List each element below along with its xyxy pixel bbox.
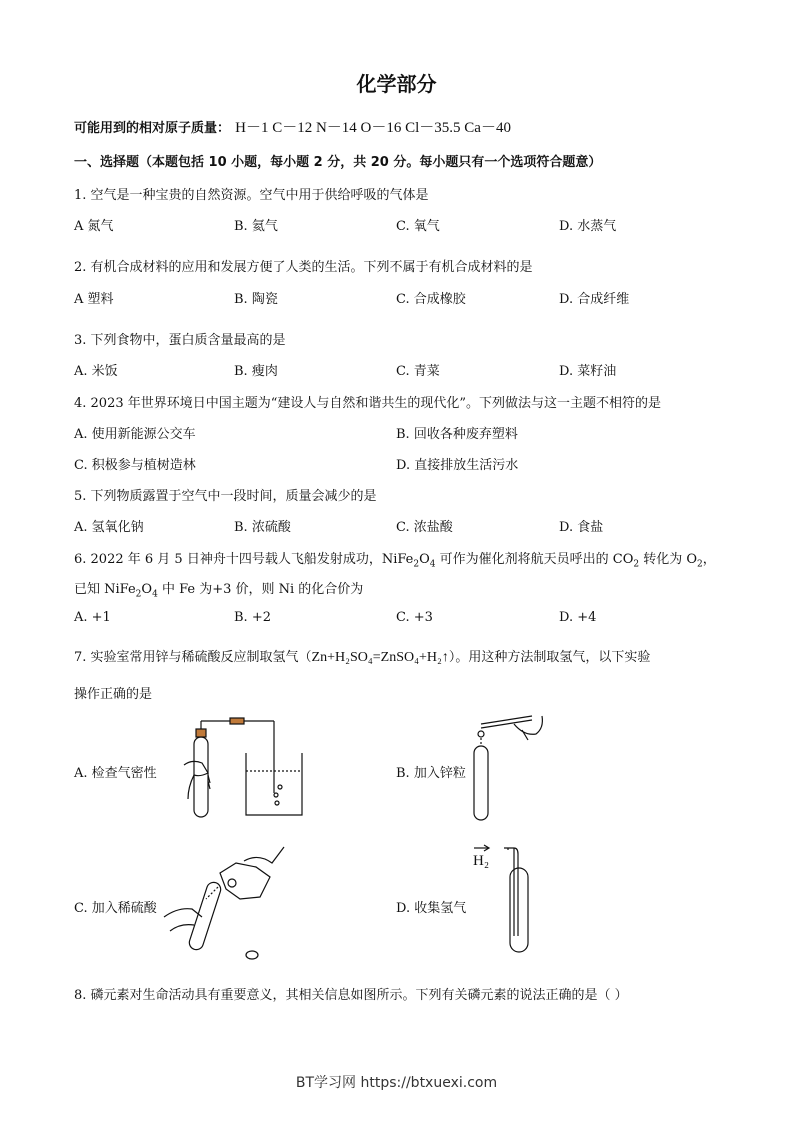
q5-option-b: B. 浓硫酸 (234, 520, 291, 535)
q7-option-a: A. 检查气密性 (74, 766, 157, 781)
atomic-masses-row (74, 116, 511, 137)
q3-option-a: A. 米饭 (74, 364, 118, 379)
figure-b-add-zinc-granules (462, 706, 552, 826)
q3-option-b: B. 瘦肉 (234, 364, 278, 379)
q4-option-b: B. 回收各种废弃塑料 (396, 427, 518, 442)
q2-option-c: C. 合成橡胶 (396, 292, 466, 307)
question-6: 6. 2022 年 6 月 5 日神舟十四号载人飞船发射成功，$NiFe_2O_4$ 可作为催化剂将航天员呼出的 $CO_2$ 转化为 $O_2$， (74, 552, 716, 570)
figure-d-h2-label: H₂ (473, 853, 490, 869)
q6-option-d: D. +4 (559, 610, 597, 625)
question-4: 4. 2023 年世界环境日中国主题为“建设人与自然和谐共生的现代化”。下列做法与这一主题不相符的是 (74, 396, 662, 411)
q6-option-b: B. +2 (234, 610, 271, 625)
question-1: 1. 空气是一种宝贵的自然资源。空气中用于供给呼吸的气体是 (74, 188, 429, 203)
q7-equation: Zn+H₂SO₄=ZnSO₄+H₂↑ (311, 650, 449, 665)
q6-option-a: A. +1 (74, 610, 111, 625)
atomic-masses-values: H－1 C－12 N－14 O－16 Cl－35.5 Ca－40 (235, 120, 511, 136)
q7-option-d: D. 收集氢气 (396, 901, 467, 916)
q5-option-a: A. 氢氧化钠 (74, 520, 144, 535)
question-7: 7. 实验室常用锌与稀硫酸反应制取氢气（Zn+H₂SO₄=ZnSO₄+H₂↑）。用这种方法制取氢气，以下实验 (74, 650, 651, 665)
q5-option-d: D. 食盐 (559, 520, 604, 535)
question-8: 8. 磷元素对生命活动具有重要意义，其相关信息如图所示。下列有关磷元素的说法正确的是（ ） (74, 988, 628, 1003)
q4-option-d: D. 直接排放生活污水 (396, 458, 519, 473)
question-3: 3. 下列食物中，蛋白质含量最高的是 (74, 333, 286, 348)
q1-option-b: B. 氦气 (234, 219, 278, 234)
figure-a-airtightness-check (180, 715, 310, 820)
q6-option-c: C. +3 (396, 610, 433, 625)
section-heading: 一、选择题（本题包括 10 小题，每小题 2 分，共 20 分。每小题只有一个选项符合题意） (74, 155, 602, 170)
q7-option-b: B. 加入锌粒 (396, 766, 466, 781)
question-5: 5. 下列物质露置于空气中一段时间，质量会减少的是 (74, 489, 377, 504)
q5-option-c: C. 浓盐酸 (396, 520, 453, 535)
q3-option-d: D. 菜籽油 (559, 364, 617, 379)
question-2: 2. 有机合成材料的应用和发展方便了人类的生活。下列不属于有机合成材料的是 (74, 260, 533, 275)
q4-option-c: C. 积极参与植树造林 (74, 458, 196, 473)
q3-option-c: C. 青菜 (396, 364, 440, 379)
q1-option-a: A 氮气 (74, 219, 114, 234)
question-7-line-2: 操作正确的是 (74, 687, 153, 702)
question-6-line-2: 已知 $NiFe_2O_4$ 中 Fe 为+3 价，则 Ni 的化合价为 (74, 582, 364, 600)
q1-option-c: C. 氧气 (396, 219, 440, 234)
q2-option-a: A 塑料 (74, 292, 114, 307)
atomic-masses-label: 可能用到的相对原子质量： (74, 121, 231, 136)
footer-watermark: BT学习网 https://btxuexi.com (295, 1075, 498, 1091)
q7-option-c: C. 加入稀硫酸 (74, 901, 157, 916)
q1-option-d: D. 水蒸气 (559, 219, 617, 234)
figure-c-add-dilute-acid (160, 837, 300, 962)
q2-option-b: B. 陶瓷 (234, 292, 278, 307)
page-title: 化学部分 (356, 72, 437, 96)
q2-option-d: D. 合成纤维 (559, 292, 630, 307)
q4-option-a: A. 使用新能源公交车 (74, 427, 196, 442)
